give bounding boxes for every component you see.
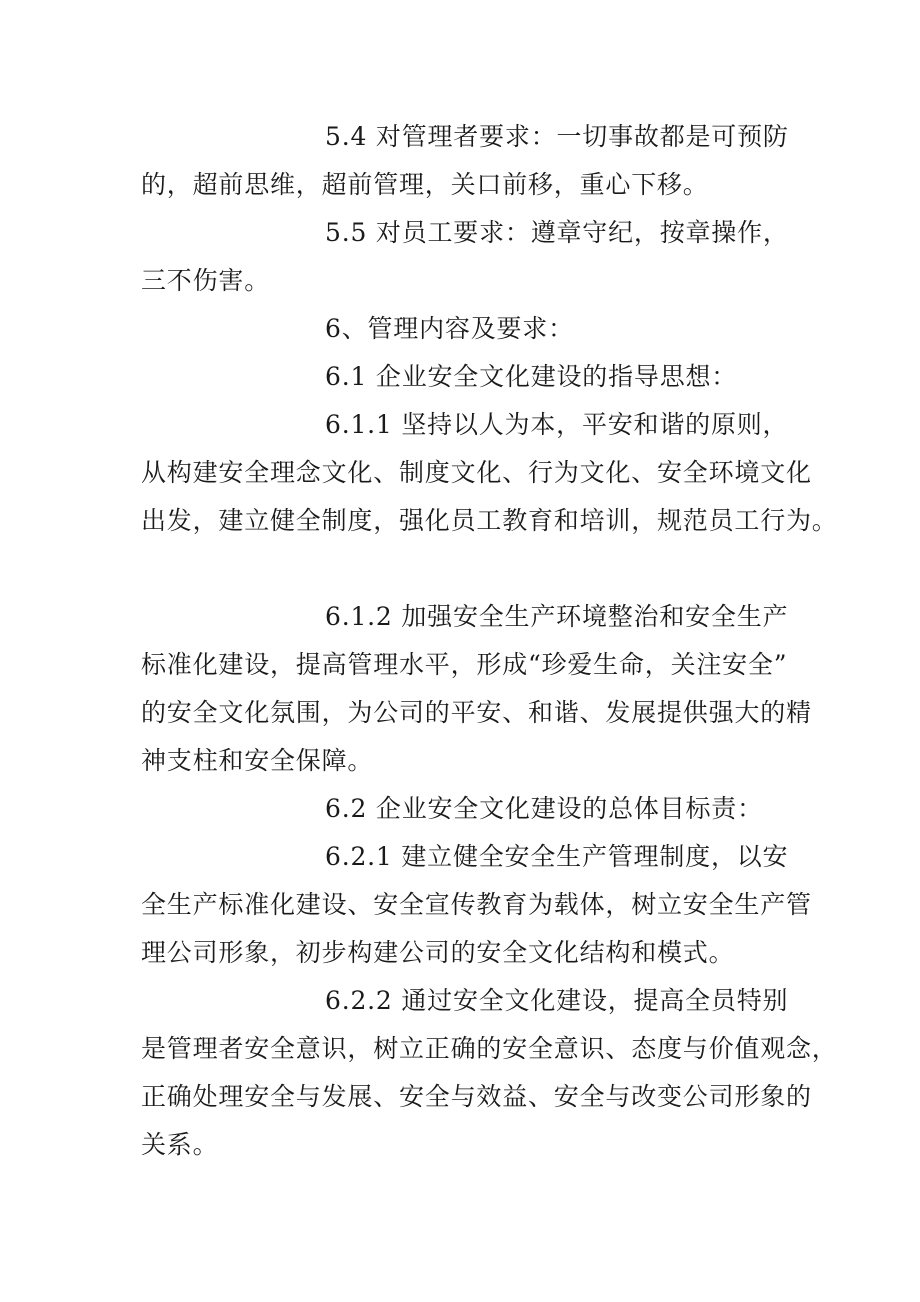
text-line: 6.1.1 坚持以人为本，平安和谐的原则， <box>325 410 789 439</box>
text-line: 关系。 <box>141 1130 219 1159</box>
text-line: 理公司形象，初步构建公司的安全文化结构和模式。 <box>141 938 735 967</box>
text-line: 神支柱和安全保障。 <box>141 746 374 775</box>
text-line: 5.4 对管理者要求：一切事故都是可预防 <box>325 122 789 151</box>
text-line: 的，超前思维，超前管理，关口前移，重心下移。 <box>141 170 709 199</box>
text-line: 5.5 对员工要求：遵章守纪，按章操作， <box>325 218 789 247</box>
text-line: 标准化建设，提高管理水平，形成“珍爱生命，关注安全” <box>141 650 788 679</box>
text-line: 正确处理安全与发展、安全与效益、安全与改变公司形象的 <box>141 1082 812 1111</box>
text-line: 从构建安全理念文化、制度文化、行为文化、安全环境文化 <box>141 458 812 487</box>
subsection-heading: 6.1 企业安全文化建设的指导思想： <box>325 362 738 391</box>
text-line: 6.2.2 通过安全文化建设，提高全员特别 <box>325 986 789 1015</box>
text-line: 6.2.1 建立健全安全生产管理制度，以安 <box>325 842 789 871</box>
section-heading: 6、管理内容及要求： <box>325 314 574 343</box>
subsection-heading: 6.2 企业安全文化建设的总体目标责： <box>325 794 763 823</box>
text-line: 是管理者安全意识，树立正确的安全意识、态度与价值观念， <box>141 1034 838 1063</box>
text-line: 出发，建立健全制度，强化员工教育和培训，规范员工行为。 <box>141 506 838 535</box>
text-line: 的安全文化氛围，为公司的平安、和谐、发展提供强大的精 <box>141 698 812 727</box>
text-line: 6.1.2 加强安全生产环境整治和安全生产 <box>325 602 789 631</box>
text-line: 三不伤害。 <box>141 266 271 295</box>
text-line: 全生产标准化建设、安全宣传教育为载体，树立安全生产管 <box>141 890 812 919</box>
